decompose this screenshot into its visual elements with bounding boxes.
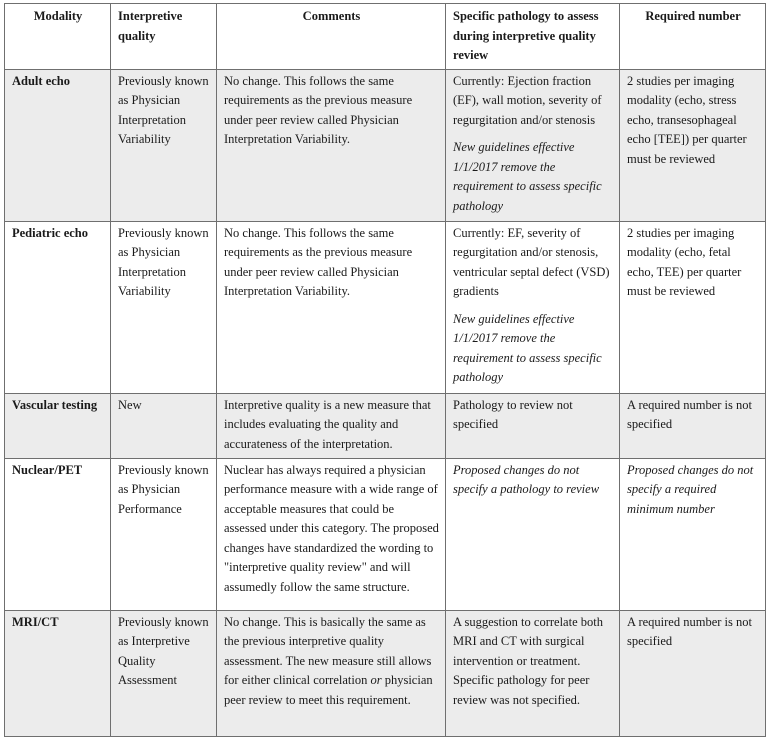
cell-required-number — [620, 458, 766, 610]
comments-before: No change. This is basically the same as the previous interpretive quality assessment. The new measure still allows for either clinical correlation — [224, 614, 432, 687]
cell-pathology: A suggestion to correlate both MRI and CT with surgical intervention or treatment. Specific pathology for peer review was not specified. — [446, 610, 620, 736]
header-comments: Comments — [217, 4, 446, 70]
cell-modality: Adult echo — [5, 69, 111, 221]
pathology-text: Currently: EF, severity of regurgitation and/or stenosis, ventricular septal defect (VSD) gradients — [453, 225, 610, 298]
cell-required-number: 2 studies per imaging modality (echo, stress echo, transesophageal echo [TEE]) per quarter must be reviewed — [620, 69, 766, 221]
cell-interpretive-quality: New — [111, 393, 217, 458]
table-row-pediatric-echo — [5, 221, 766, 393]
required-note: Proposed changes do not specify a required minimum number — [627, 462, 754, 516]
cell-comments: Nuclear has always required a physician performance measure with a wide range of acceptable measures that could be assessed under this category. The proposed changes have standardized the wording to "interpretive quality review" and will assumedly follow the same structure. — [217, 458, 446, 610]
cell-comments: Interpretive quality is a new measure that includes evaluating the quality and accurateness of the interpretation. — [217, 393, 446, 458]
cell-interpretive-quality: Previously known as Physician Performance — [111, 458, 217, 610]
cell-comments — [217, 610, 446, 736]
header-specific-pathology: Specific pathology to assess during interpretive quality review — [446, 4, 620, 70]
modality-requirements-table — [4, 3, 766, 737]
cell-modality: Nuclear/PET — [5, 458, 111, 610]
cell-modality: Vascular testing — [5, 393, 111, 458]
cell-required-number: 2 studies per imaging modality (echo, fetal echo, TEE) per quarter must be reviewed — [620, 221, 766, 393]
cell-pathology — [446, 221, 620, 393]
cell-comments: No change. This follows the same requirements as the previous measure under peer review called Physician Interpretation Variability. — [217, 69, 446, 221]
header-modality: Modality — [5, 4, 111, 70]
cell-required-number: A required number is not specified — [620, 610, 766, 736]
cell-comments: No change. This follows the same requirements as the previous measure under peer review called Physician Interpretation Variability. — [217, 221, 446, 393]
cell-interpretive-quality: Previously known as Physician Interpretation Variability — [111, 221, 217, 393]
comments-or: or — [370, 673, 382, 687]
cell-modality: Pediatric echo — [5, 221, 111, 393]
header-required-number: Required number — [620, 4, 766, 70]
table-row-vascular-testing — [5, 393, 766, 458]
table-row-mri-ct — [5, 610, 766, 736]
cell-interpretive-quality: Previously known as Interpretive Quality Assessment — [111, 610, 217, 736]
cell-required-number: A required number is not specified — [620, 393, 766, 458]
pathology-text: Currently: Ejection fraction (EF), wall motion, severity of regurgitation and/or stenosis — [453, 73, 602, 127]
cell-interpretive-quality: Previously known as Physician Interpretation Variability — [111, 69, 217, 221]
table-row-adult-echo — [5, 69, 766, 221]
cell-pathology: Pathology to review not specified — [446, 393, 620, 458]
comments-after: physician peer review to meet this requirement. — [224, 673, 433, 707]
pathology-note: New guidelines effective 1/1/2017 remove the requirement to assess specific pathology — [453, 311, 602, 384]
cell-pathology — [446, 69, 620, 221]
pathology-note: Proposed changes do not specify a pathology to review — [453, 462, 600, 496]
header-row — [5, 4, 766, 70]
header-interpretive-quality: Interpretive quality — [111, 4, 217, 70]
pathology-note: New guidelines effective 1/1/2017 remove the requirement to assess specific pathology — [453, 140, 602, 213]
cell-pathology — [446, 458, 620, 610]
table-row-nuclear-pet — [5, 458, 766, 610]
cell-modality: MRI/CT — [5, 610, 111, 736]
